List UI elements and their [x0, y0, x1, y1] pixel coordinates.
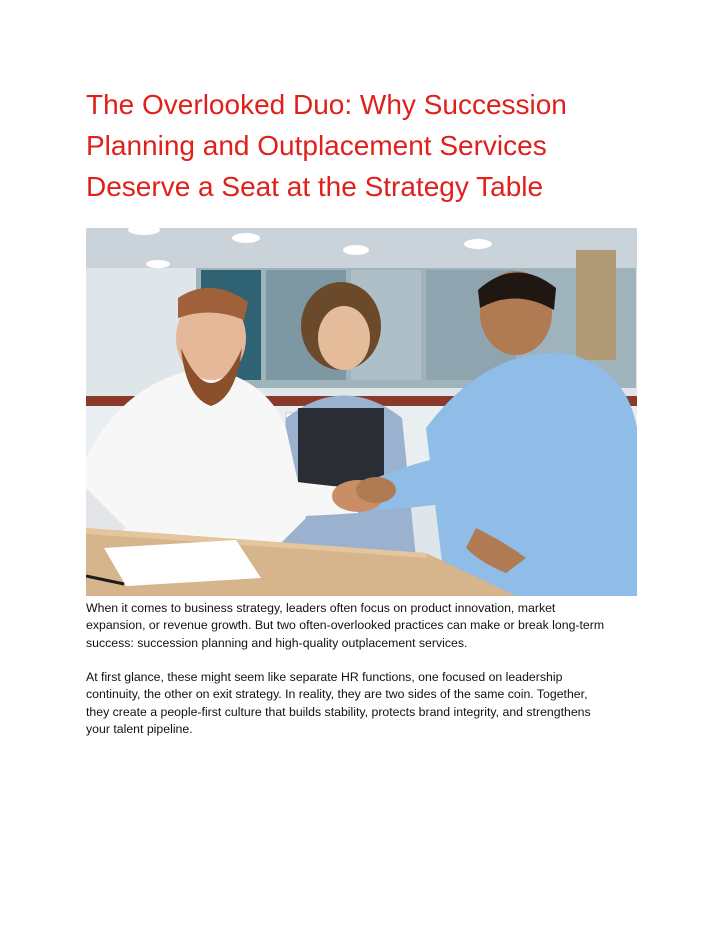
handshake-photo — [86, 228, 637, 596]
paragraph-line: expansion, or revenue growth. But two often-overlooked practices can make or break long-term — [86, 618, 605, 633]
paragraph-line: continuity, the other on exit strategy. In reality, they are two sides of the same coin. Together, — [86, 687, 588, 702]
article-title-line: Planning and Outplacement Services — [86, 130, 547, 161]
article-title-line: Deserve a Seat at the Strategy Table — [86, 171, 544, 202]
paragraph-line: success: succession planning and high-quality outplacement services. — [86, 635, 468, 650]
intro-paragraph — [86, 600, 646, 652]
article-title — [86, 84, 646, 207]
paragraph-line: At first glance, these might seem like separate HR functions, one focused on leadership — [86, 670, 563, 684]
paragraph-line: they create a people-first culture that builds stability, protects brand integrity, and strengthens — [86, 704, 591, 719]
paragraph-line: your talent pipeline. — [86, 721, 193, 736]
paragraph-line: When it comes to business strategy, leaders often focus on product innovation, market — [86, 601, 556, 615]
article-title-line: The Overlooked Duo: Why Succession — [86, 89, 567, 120]
second-paragraph — [86, 669, 646, 738]
